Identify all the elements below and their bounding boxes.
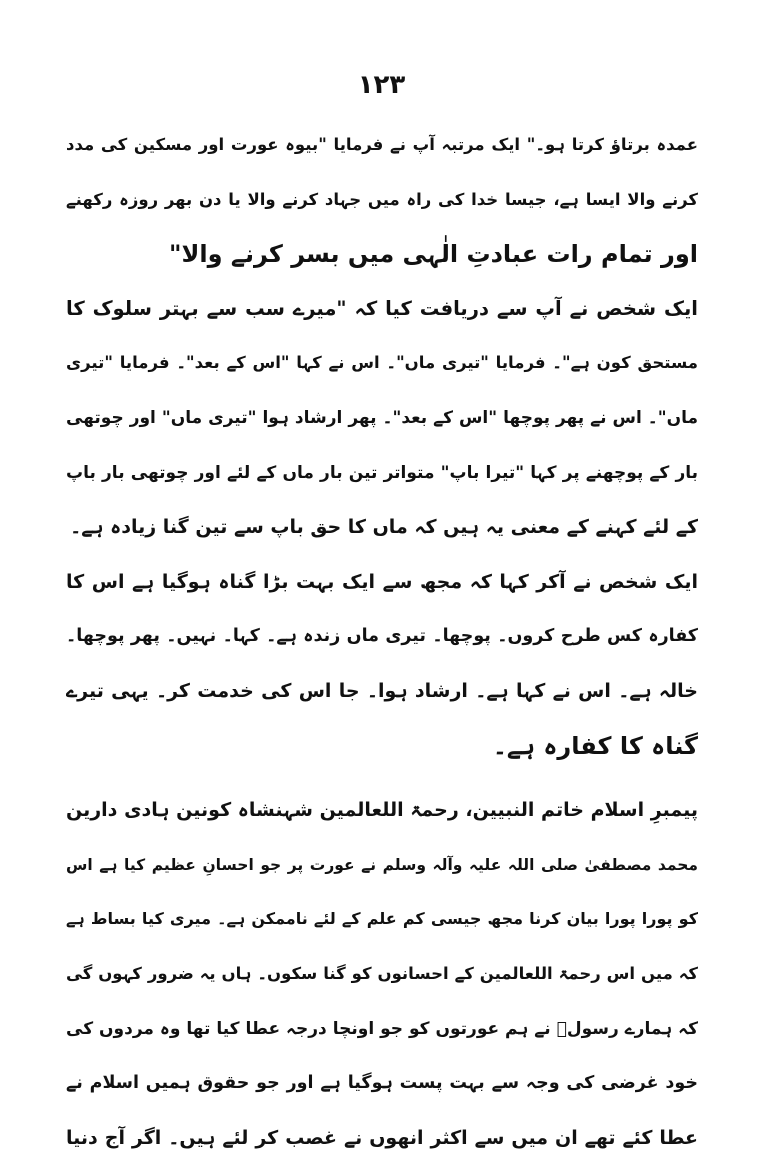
paragraph-1 <box>66 118 698 282</box>
text-line: عطا کئے تھے ان میں سے اکثر انھوں نے غصب کر لئے ہیں۔ اگر آج دنیا <box>66 1126 698 1149</box>
page-number: ۱۲۳ <box>357 70 406 100</box>
text-line: خالہ ہے۔ اس نے کہا ہے۔ ارشاد ہوا۔ جا اس کی خدمت کر۔ یہی تیرے <box>66 679 698 702</box>
text-line: خود غرضی کی وجہ سے بہت پست ہوگیا ہے اور جو حقوق ہمیں اسلام نے <box>66 1073 698 1094</box>
text-line: کہ میں اس رحمۃ اللعالمین کے احسانوں کو گنا سکوں۔ ہاں یہ ضرور کہوں گی <box>66 963 698 983</box>
paragraph-4 <box>66 783 698 1165</box>
text-line: کفارہ کس طرح کروں۔ پوچھا۔ تیری ماں زندہ ہے۔ کہا۔ نہیں۔ پھر پوچھا۔ <box>66 626 698 647</box>
text-line: ایک شخص نے آکر کہا کہ مجھ سے ایک بہت بڑا گناہ ہوگیا ہے اس کا <box>66 570 698 593</box>
text-line: کو پورا پورا بیان کرنا مجھ جیسی کم علم کے لئے ناممکن ہے۔ میری کیا بساط ہے <box>66 909 698 929</box>
text-line: اور تمام رات عبادتِ الٰہی میں بسر کرنے والا" <box>169 240 698 269</box>
text-line: محمد مصطفیٰ صلی اللہ علیہ وآلہ وسلم نے عورت پر جو احسانِ عظیم کیا ہے اس <box>66 855 698 874</box>
text-line: گناہ کا کفارہ ہے۔ <box>492 731 698 760</box>
text-line: کے لئے کہنے کے معنی یہ ہیں کہ ماں کا حق باپ سے تین گنا زیادہ ہے۔ <box>70 516 698 539</box>
text-line: بار کے پوچھنے پر کہا "تیرا باپ" متواتر تین بار ماں کے لئے اور چوتھی بار باپ <box>66 462 698 483</box>
text-line: کرنے والا ایسا ہے، جیسا خدا کی راہ میں جہاد کرنے والا یا دن بھر روزہ رکھنے <box>66 189 698 209</box>
body-text <box>66 118 698 1165</box>
text-line: عمدہ برتاؤ کرتا ہو۔" ایک مرتبہ آپ نے فرمایا "بیوہ عورت اور مسکین کی مدد <box>66 135 698 154</box>
paragraph-gap <box>66 773 698 783</box>
text-line: مستحق کون ہے"۔ فرمایا "تیری ماں"۔ اس نے کہا "اس کے بعد"۔ فرمایا "تیری <box>66 353 698 373</box>
paragraph-3 <box>66 555 698 773</box>
text-line: کہ ہمارے رسولؐ نے ہم عورتوں کو جو اونچا درجہ عطا کیا تھا وہ مردوں کی <box>66 1018 698 1039</box>
text-line: ماں"۔ اس نے پھر پوچھا "اس کے بعد"۔ پھر ارشاد ہوا "تیری ماں" اور چوتھی <box>66 407 698 428</box>
paragraph-2 <box>66 282 698 555</box>
text-line: ایک شخص نے آپ سے دریافت کیا کہ "میرے سب سے بہتر سلوک کا <box>66 296 698 320</box>
text-line: پیمبرِ اسلام خاتم النبیین، رحمۃ اللعالمین شہنشاہ کونین ہادی دارین <box>66 799 698 822</box>
